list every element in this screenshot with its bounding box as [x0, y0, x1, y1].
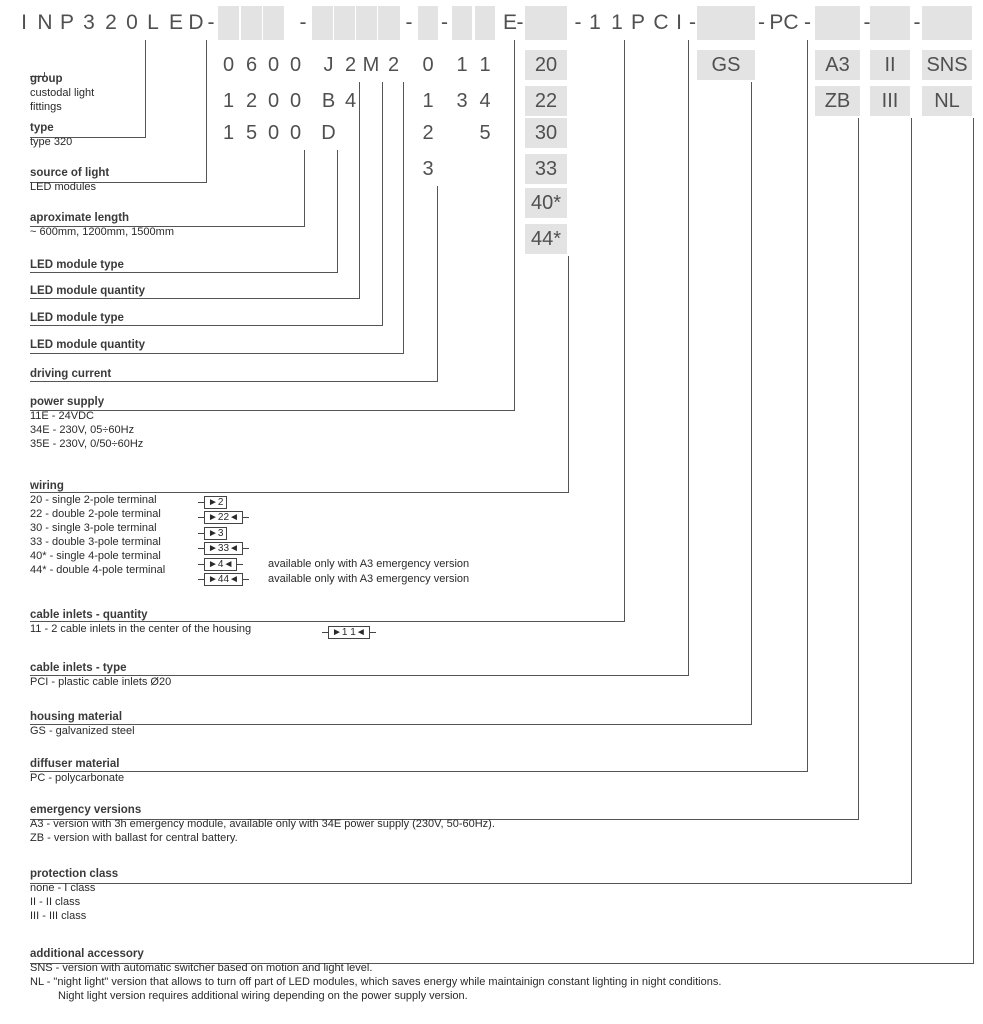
section-line: fittings: [30, 101, 62, 113]
wire-stub: [237, 564, 243, 565]
option-value: 22: [525, 86, 567, 116]
wire-stub: [243, 579, 249, 580]
terminal-box: [328, 626, 370, 639]
code-slot-box: [525, 6, 567, 40]
option-value: 0: [289, 54, 302, 76]
terminal-label: 1 1: [341, 627, 356, 638]
legend-section: [30, 284, 145, 298]
code-char: -: [299, 11, 307, 34]
code-slot-box: [922, 6, 972, 40]
section-line: II - II class: [30, 896, 81, 908]
section-line: 40* - single 4-pole terminal: [30, 550, 161, 562]
option-value: GS: [697, 50, 755, 80]
terminal-label: 22: [217, 512, 230, 523]
section-title: LED module type: [30, 312, 124, 324]
option-value: 2: [422, 122, 434, 144]
code-slot-box: [475, 6, 495, 40]
terminal-label: 3: [217, 528, 224, 539]
section-title: power supply: [30, 396, 105, 408]
section-line: A3 - version with 3h emergency module, available only with 34E power supply (230V, 50-60Hz).: [30, 818, 495, 830]
code-char: E: [503, 11, 518, 34]
section-title: source of light: [30, 167, 110, 179]
legend-section: [30, 803, 495, 845]
section-line: PC - polycarbonate: [30, 772, 125, 784]
code-slot-box: [697, 6, 755, 40]
code-char: -: [574, 11, 582, 34]
arrow-left-icon: ◄: [223, 559, 234, 570]
code-char: -: [207, 11, 215, 34]
legend-section: [30, 258, 124, 272]
arrow-left-icon: ◄: [355, 627, 366, 638]
code-char: -: [516, 11, 524, 34]
code-char: P: [630, 11, 645, 34]
option-value: 0: [267, 90, 280, 112]
legend-section: [30, 479, 165, 577]
option-value: 6: [245, 54, 258, 76]
legend-section: [30, 608, 251, 636]
code-slot-box: [356, 6, 377, 40]
wire-stub: [243, 517, 249, 518]
code-char: 1: [589, 11, 601, 34]
code-char: -: [405, 11, 413, 34]
code-char: -: [441, 11, 448, 34]
terminal-box: [204, 511, 243, 524]
section-title: LED module quantity: [30, 339, 145, 351]
code-char: I: [676, 11, 682, 34]
legend-section: [30, 757, 124, 785]
option-value: 3: [456, 90, 468, 112]
arrow-right-icon: ►: [208, 512, 218, 523]
code-char: PC: [769, 11, 799, 34]
arrow-right-icon: ►: [208, 497, 218, 508]
section-line: 44* - double 4-pole terminal: [30, 564, 166, 576]
legend-section: [30, 166, 109, 194]
option-value: ZB: [815, 86, 860, 116]
option-value: 1: [479, 54, 491, 76]
legend-section: [30, 710, 135, 738]
section-title: LED module quantity: [30, 285, 145, 297]
option-value: 0: [267, 122, 280, 144]
section-title: LED module type: [30, 259, 124, 271]
arrow-right-icon: ►: [332, 627, 342, 638]
terminal-box: [204, 542, 243, 555]
wiring-symbol: [198, 496, 227, 509]
section-line: Night light version requires additional wiring depending on the power supply version.: [58, 990, 468, 1002]
option-value: II: [870, 50, 910, 80]
option-value: 4: [479, 90, 491, 112]
option-value: 33: [525, 154, 567, 184]
wire-stub: [243, 548, 249, 549]
code-char: C: [653, 11, 669, 34]
section-title: cable inlets - type: [30, 662, 127, 674]
option-value: B: [321, 90, 336, 112]
code-slot-box: [312, 6, 333, 40]
option-value: 1: [222, 122, 235, 144]
code-char: I: [21, 11, 27, 34]
section-line: type 320: [30, 136, 73, 148]
option-value: 1: [422, 90, 434, 112]
option-value: SNS: [922, 50, 972, 80]
section-title: cable inlets - quantity: [30, 609, 148, 621]
option-value: 2: [387, 54, 400, 76]
section-line: PCI - plastic cable inlets Ø20: [30, 676, 172, 688]
option-value: 2: [344, 54, 357, 76]
code-slot-box: [452, 6, 472, 40]
legend-section: [30, 947, 721, 1003]
option-value: 30: [525, 118, 567, 148]
section-title: diffuser material: [30, 758, 120, 770]
legend-section: [30, 211, 174, 239]
code-char: P: [59, 11, 74, 34]
option-value: M: [362, 54, 380, 76]
option-value: 0: [422, 54, 434, 76]
section-line: 30 - single 3-pole terminal: [30, 522, 157, 534]
section-line: 22 - double 2-pole terminal: [30, 508, 161, 520]
code-char: -: [863, 11, 871, 34]
code-char: 2: [105, 11, 117, 34]
arrow-left-icon: ◄: [229, 574, 239, 585]
terminal-label: 4: [217, 559, 224, 570]
option-value: 0: [222, 54, 235, 76]
wiring-note: available only with A3 emergency version: [268, 573, 470, 585]
legend-section: [30, 367, 111, 381]
terminal-label: 44: [217, 574, 230, 585]
section-line: SNS - version with automatic switcher based on motion and light level.: [30, 962, 373, 974]
section-title: additional accessory: [30, 948, 144, 960]
section-line: NL - "night light" version that allows to turn off part of LED modules, which saves energy while maintainign constant lighting in night conditions.: [30, 976, 722, 988]
legend-section: [30, 121, 72, 149]
code-char: 3: [83, 11, 95, 34]
arrow-right-icon: ►: [208, 528, 218, 539]
arrow-right-icon: ►: [208, 559, 218, 570]
section-line: 34E - 230V, 05÷60Hz: [30, 424, 135, 436]
legend-section: [30, 72, 94, 114]
wiring-symbol: [198, 527, 227, 540]
code-char: 1: [611, 11, 623, 34]
section-line: ZB - version with ballast for central battery.: [30, 832, 238, 844]
terminal-box: [204, 573, 243, 586]
option-value: NL: [922, 86, 972, 116]
option-value: 20: [525, 50, 567, 80]
section-title: protection class: [30, 868, 119, 880]
section-title: emergency versions: [30, 804, 142, 816]
terminal-box: [204, 558, 237, 571]
wiring-note: available only with A3 emergency version: [268, 558, 470, 570]
code-slot-box: [218, 6, 239, 40]
option-value: 3: [422, 158, 434, 180]
arrow-left-icon: ◄: [229, 512, 239, 523]
code-slot-box: [263, 6, 284, 40]
wire-stub: [370, 632, 376, 633]
option-value: 40*: [525, 188, 567, 218]
code-slot-box: [334, 6, 355, 40]
code-char: E: [168, 11, 183, 34]
option-value: 0: [289, 122, 302, 144]
code-slot-box: [870, 6, 910, 40]
code-char: N: [37, 11, 53, 34]
code-slot-box: [418, 6, 438, 40]
section-line: 11E - 24VDC: [30, 410, 94, 422]
wiring-symbol: [198, 558, 243, 571]
option-value: 1: [456, 54, 468, 76]
section-line: custodal light: [30, 87, 95, 99]
option-value: 5: [479, 122, 491, 144]
arrow-right-icon: ►: [208, 543, 218, 554]
terminal-label: 33: [217, 543, 230, 554]
arrow-right-icon: ►: [208, 574, 218, 585]
legend-section: [30, 338, 145, 352]
code-char: D: [188, 11, 204, 34]
section-line: 20 - single 2-pole terminal: [30, 494, 157, 506]
section-title: type: [30, 122, 54, 134]
section-title: wiring: [30, 480, 64, 492]
terminal-box: [204, 496, 227, 509]
section-line: 33 - double 3-pole terminal: [30, 536, 161, 548]
section-line: ~ 600mm, 1200mm, 1500mm: [30, 226, 174, 238]
terminal-label: 2: [217, 497, 224, 508]
code-slot-box: [815, 6, 860, 40]
wiring-symbol: [198, 511, 249, 524]
option-value: 44*: [525, 224, 567, 254]
section-line: 35E - 230V, 0/50÷60Hz: [30, 438, 144, 450]
terminal-box: [204, 527, 227, 540]
code-slot-box: [241, 6, 262, 40]
section-line: 11 - 2 cable inlets in the center of the housing: [30, 623, 252, 635]
section-title: driving current: [30, 368, 112, 380]
section-line: LED modules: [30, 181, 97, 193]
code-char: -: [913, 11, 921, 34]
option-value: J: [323, 54, 334, 76]
option-value: 4: [344, 90, 357, 112]
option-value: 0: [267, 54, 280, 76]
section-title: housing material: [30, 711, 123, 723]
code-char: -: [758, 11, 765, 34]
section-title: aproximate length: [30, 212, 130, 224]
option-value: A3: [815, 50, 860, 80]
legend-section: [30, 661, 171, 689]
option-value: 2: [245, 90, 258, 112]
wiring-symbol: [198, 573, 249, 586]
arrow-left-icon: ◄: [229, 543, 239, 554]
code-char: L: [147, 11, 159, 34]
section-line: GS - galvanized steel: [30, 725, 135, 737]
code-slot-box: [378, 6, 400, 40]
product-code-header: [0, 6, 983, 40]
code-char: 0: [126, 11, 138, 34]
legend-section: [30, 395, 143, 451]
section-line: III - III class: [30, 910, 87, 922]
cable-inlet-symbol: [322, 626, 376, 639]
code-char: -: [689, 11, 696, 34]
legend-section: [30, 867, 118, 923]
option-value: 5: [245, 122, 258, 144]
code-char: -: [804, 11, 811, 34]
option-value: 1: [222, 90, 235, 112]
option-value: D: [321, 122, 336, 144]
section-title: group: [30, 73, 63, 85]
option-value: III: [870, 86, 910, 116]
legend-section: [30, 311, 124, 325]
option-value: 0: [289, 90, 302, 112]
wiring-symbol: [198, 542, 249, 555]
section-line: none - I class: [30, 882, 96, 894]
